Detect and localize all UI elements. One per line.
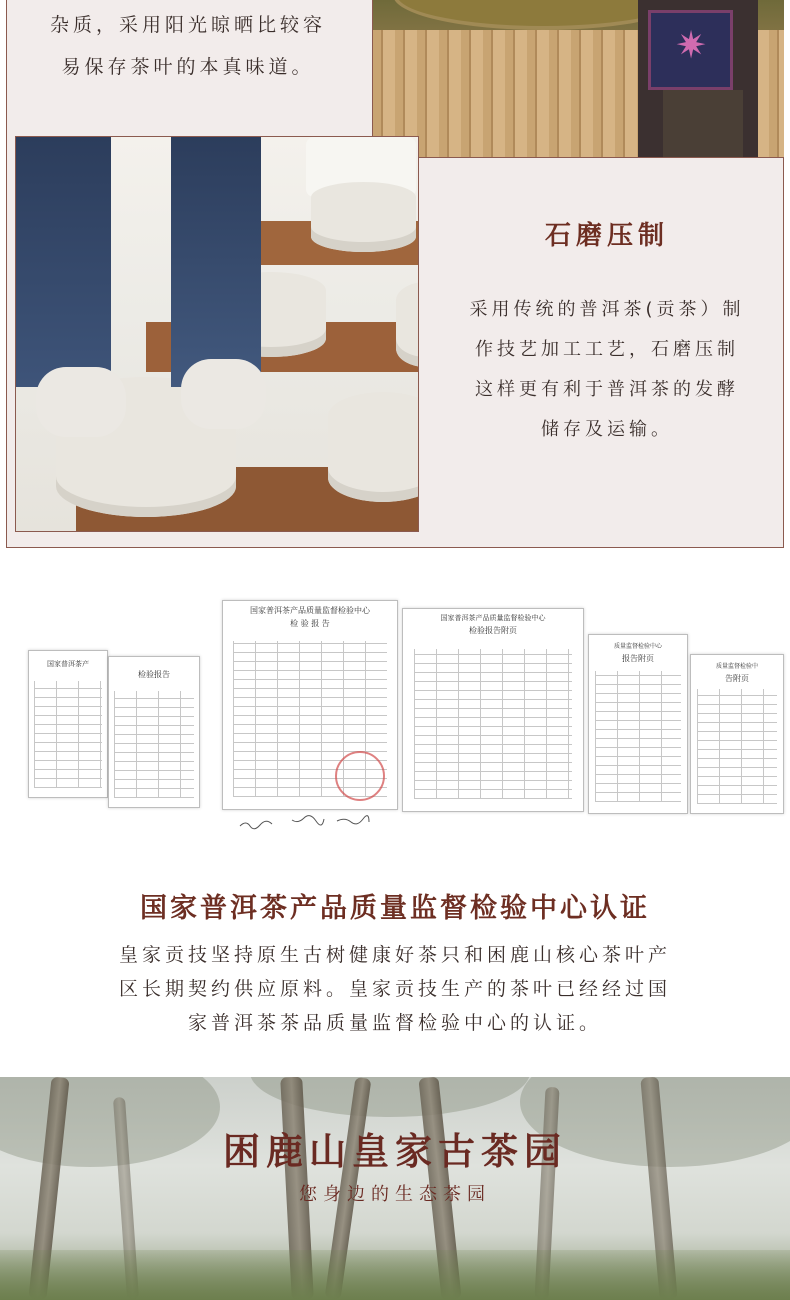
star-pattern-icon: ✷ — [675, 23, 707, 67]
doc-title: 检验报告 — [138, 670, 170, 679]
report-appendix-page — [402, 608, 584, 812]
table-grid — [34, 681, 103, 788]
doc-subtitle: 检 验 报 告 — [290, 619, 330, 628]
certification-line: 区长期契约供应原料。皇家贡技生产的茶叶已经经过国 — [118, 978, 671, 1000]
table-grid — [114, 691, 193, 798]
doc-title: 质量监督检验中心 — [613, 643, 662, 650]
jeans-leg — [171, 137, 261, 387]
sun-drying-photo — [372, 0, 784, 158]
handwritten-signature — [238, 818, 274, 830]
doc-subtitle: 报告附页 — [622, 654, 654, 663]
stone-mill — [311, 182, 416, 252]
person-pants — [663, 90, 743, 158]
doc-title: 质量监督检验中 — [715, 663, 758, 670]
report-page-2 — [108, 656, 200, 808]
cloth-shoe — [36, 367, 126, 437]
press-line: 作技艺加工工艺，石磨压制 — [475, 339, 739, 360]
report-page-1 — [28, 650, 108, 798]
doc-title: 国家普洱茶产品质量监督检验中心 — [250, 606, 370, 615]
certification-line: 皇家贡技坚持原生古树健康好茶只和困鹿山核心茶叶产 — [118, 944, 671, 966]
stone-press-description — [427, 215, 787, 450]
stone-press-title: 石磨压制 — [544, 221, 669, 251]
tea-garden-subtitle: 您身边的生态茶园 — [299, 1184, 491, 1205]
press-line: 储存及运输。 — [541, 419, 673, 440]
stone-mill — [328, 392, 419, 502]
certification-title: 国家普洱茶产品质量监督检验中心认证 — [140, 893, 650, 924]
doc-title: 国家普洱茶产品质量监督检验中心 — [440, 614, 546, 622]
process-panel — [6, 0, 784, 548]
stone-press-body — [427, 290, 787, 450]
cloth-shoe — [181, 359, 266, 429]
press-line: 这样更有利于普洱茶的发酵 — [475, 379, 739, 400]
doc-subtitle: 告附页 — [725, 674, 749, 683]
drying-text-line-2: 易保存茶叶的本真味道。 — [61, 56, 315, 78]
table-grid — [595, 671, 681, 802]
certification-line: 家普洱茶茶品质量监督检验中心的认证。 — [187, 1012, 602, 1034]
jeans-leg — [16, 137, 111, 387]
forest-undergrowth — [0, 1250, 790, 1300]
table-grid — [414, 649, 572, 799]
signature-row — [0, 810, 790, 840]
report-main-page — [222, 600, 398, 810]
report-appendix-page-2 — [588, 634, 688, 814]
tea-garden-banner — [0, 1077, 790, 1300]
press-line: 采用传统的普洱茶(贡茶）制 — [469, 299, 745, 320]
table-grid — [697, 689, 778, 804]
drying-text-line-1: 杂质，采用阳光晾晒比较容 — [49, 14, 326, 36]
stone-press-photo — [15, 136, 419, 532]
tea-garden-title: 困鹿山皇家古茶园 — [223, 1129, 567, 1173]
stone-mill — [396, 282, 419, 367]
doc-subtitle: 检验报告附页 — [469, 626, 517, 635]
doc-title: 国家普洱茶产 — [47, 660, 89, 668]
drying-description — [7, 0, 369, 88]
embroidered-bag — [648, 10, 733, 90]
handwritten-signature — [290, 814, 326, 826]
official-seal — [335, 751, 385, 801]
certification-body — [95, 938, 695, 1040]
report-appendix-page-3 — [690, 654, 784, 814]
handwritten-signature — [335, 814, 371, 826]
